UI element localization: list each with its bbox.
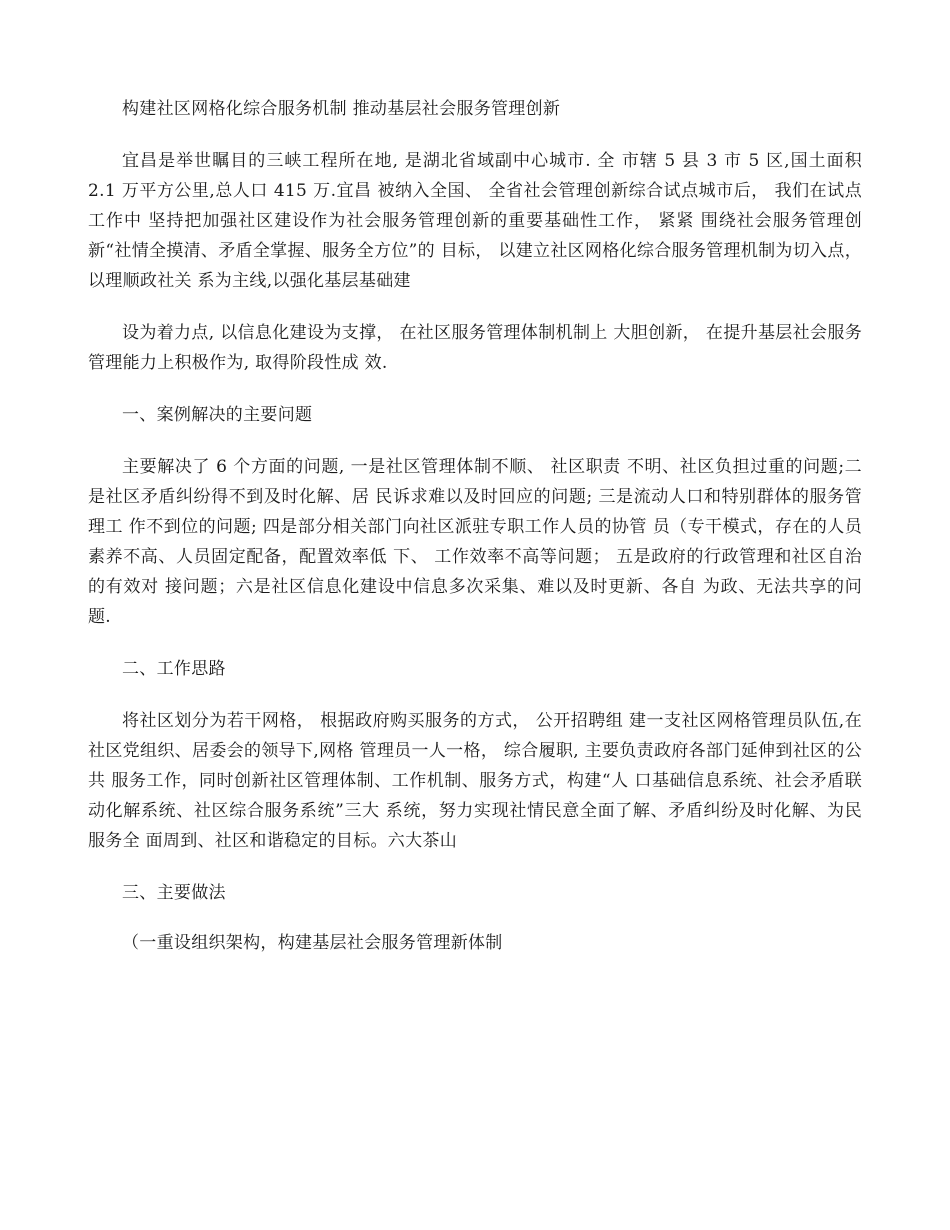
- section-1-heading: 一、案例解决的主要问题: [122, 405, 313, 425]
- section-1-body: 主要解决了 6 个方面的问题, 一是社区管理体制不顺、 社区职责 不明、社区负担过重的问题;二是社区矛盾纠纷得不到及时化解、居 民诉求难以及时回应的问题; 三是流动人口和特别群体的服务管理工 作不到位的问题; 四是部分相关部门向社区派驻专职工作人员的协管 员（专干模式，存在的人员素养不高、人员固定配备，配置效率低 下、 工作效率不高等问题； 五是政府的行政管理和社区自治的有效对 接问题；六是社区信息化建设中信息多次采集、难以及时更新、各自 为政、无法共享的问题.: [88, 457, 862, 627]
- section-3-subheading-1: （一重设组织架构，构建基层社会服务管理新体制: [122, 933, 503, 953]
- section-2-heading: 二、工作思路: [122, 659, 226, 679]
- section-3-heading: 三、主要做法: [122, 883, 226, 903]
- section-2-body: 将社区划分为若干网格， 根据政府购买服务的方式， 公开招聘组 建一支社区网格管理员队伍,在社区党组织、居委会的领导下,网格 管理员一人一格， 综合履职, 主要负责政府各部门延伸到社区的公共 服务工作，同时创新社区管理体制、工作机制、服务方式，构建“人 口基础信息系统、社会矛盾联动化解系统、社区综合服务系统”三大 系统，努力实现社情民意全面了解、矛盾纠纷及时化解、为民服务全 面周到、社区和谐稳定的目标。六大茶山: [88, 711, 862, 851]
- document-page: [88, 94, 862, 958]
- document-title: 构建社区网格化综合服务机制 推动基层社会服务管理创新: [122, 99, 561, 119]
- intro-paragraph-2: 设为着力点, 以信息化建设为支撑， 在社区服务管理体制机制上 大胆创新， 在提升基层社会服务管理能力上积极作为, 取得阶段性成 效.: [88, 323, 862, 373]
- intro-paragraph-1: 宜昌是举世瞩目的三峡工程所在地, 是湖北省域副中心城市. 全 市辖 5 县 3 市 5 区,国土面积 2.1 万平方公里,总人口 415 万.宜昌 被纳入全国、 全省社会管理创新综合试点城市后， 我们在试点工作中 坚持把加强社区建设作为社会服务管理创新的重要基础性工作， 紧紧 围绕社会服务管理创新“社情全摸清、矛盾全掌握、服务全方位”的 目标， 以建立社区网格化综合服务管理机制为切入点， 以理顺政社关 系为主线,以强化基层基础建: [88, 151, 862, 291]
